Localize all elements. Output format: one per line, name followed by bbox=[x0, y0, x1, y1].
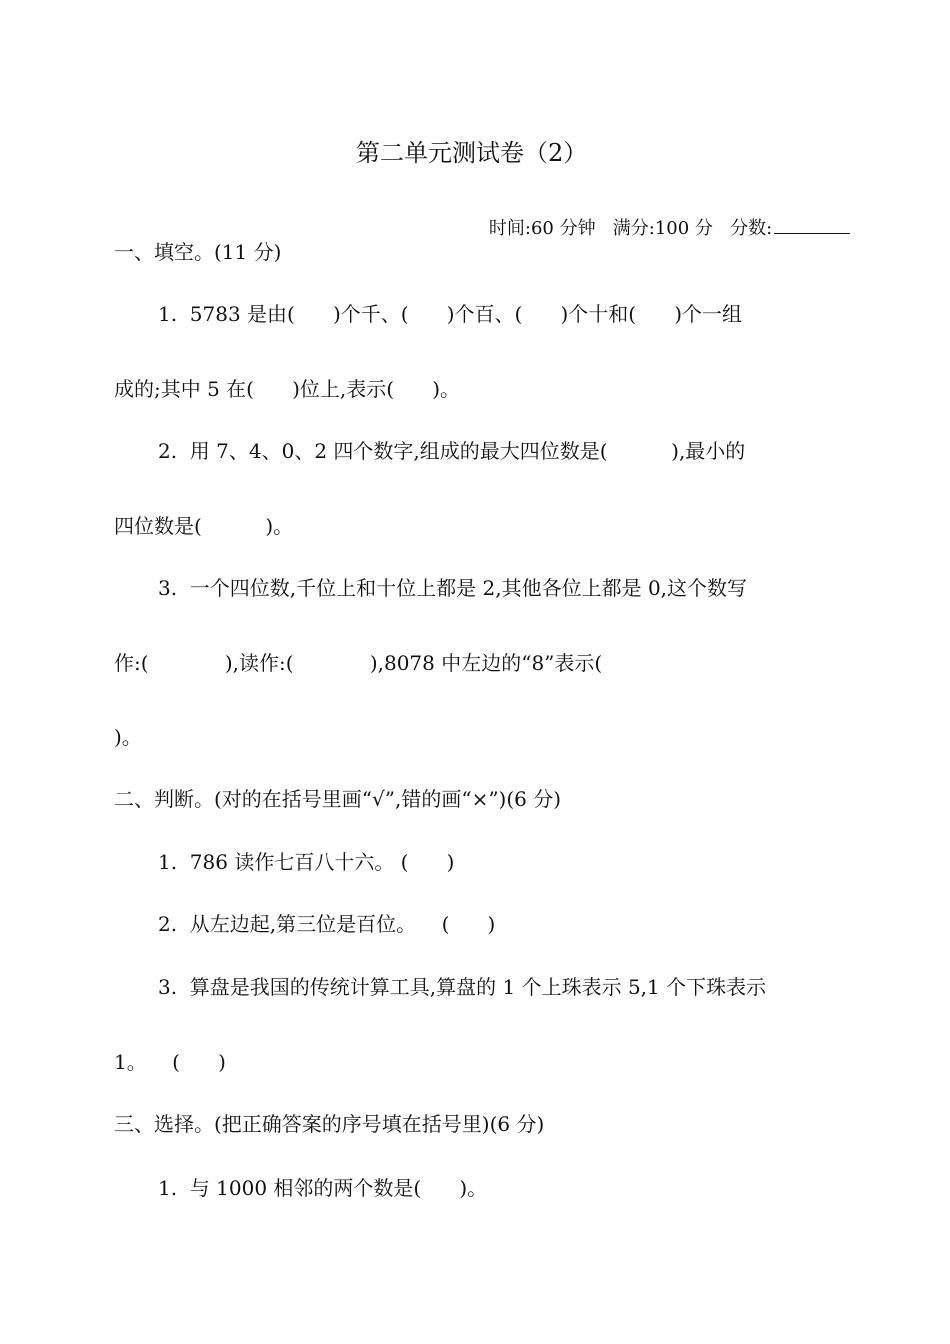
section-heading: 一、填空。(11 分) bbox=[114, 240, 282, 264]
question-line: 1. 5783 是由( )个千、( )个百、( )个十和( )个一组 bbox=[158, 302, 743, 326]
question-line: )。 bbox=[114, 725, 142, 749]
score-blank bbox=[774, 215, 850, 234]
question-line: 1. 786 读作七百八十六。 ( ) bbox=[158, 850, 455, 874]
section-heading: 三、选择。(把正确答案的序号填在括号里)(6 分) bbox=[114, 1112, 545, 1136]
section-heading: 二、判断。(对的在括号里画“√”,错的画“×”)(6 分) bbox=[114, 787, 562, 811]
meta-line bbox=[466, 191, 850, 265]
question-line: 1. 与 1000 相邻的两个数是( )。 bbox=[158, 1176, 488, 1200]
meta-time: 时间:60 分钟 bbox=[488, 218, 596, 239]
question-line: 作:( ),读作:( ),8078 中左边的“8”表示( bbox=[114, 651, 603, 675]
question-line: 3. 一个四位数,千位上和十位上都是 2,其他各位上都是 0,这个数写 bbox=[158, 576, 748, 600]
question-line: 3. 算盘是我国的传统计算工具,算盘的 1 个上珠表示 5,1 个下珠表示 bbox=[158, 975, 767, 999]
question-line: 1。 ( ) bbox=[114, 1050, 226, 1074]
doc-title: 第二单元测试卷（2） bbox=[356, 139, 588, 167]
meta-full-score: 满分:100 分 bbox=[612, 218, 713, 239]
question-line: 四位数是( )。 bbox=[114, 514, 294, 538]
meta-score-label: 分数: bbox=[730, 218, 773, 239]
question-line: 成的;其中 5 在( )位上,表示( )。 bbox=[114, 377, 461, 401]
question-line: 2. 从左边起,第三位是百位。 ( ) bbox=[158, 912, 496, 936]
question-line: 2. 用 7、4、0、2 四个数字,组成的最大四位数是( ),最小的 bbox=[158, 439, 746, 463]
